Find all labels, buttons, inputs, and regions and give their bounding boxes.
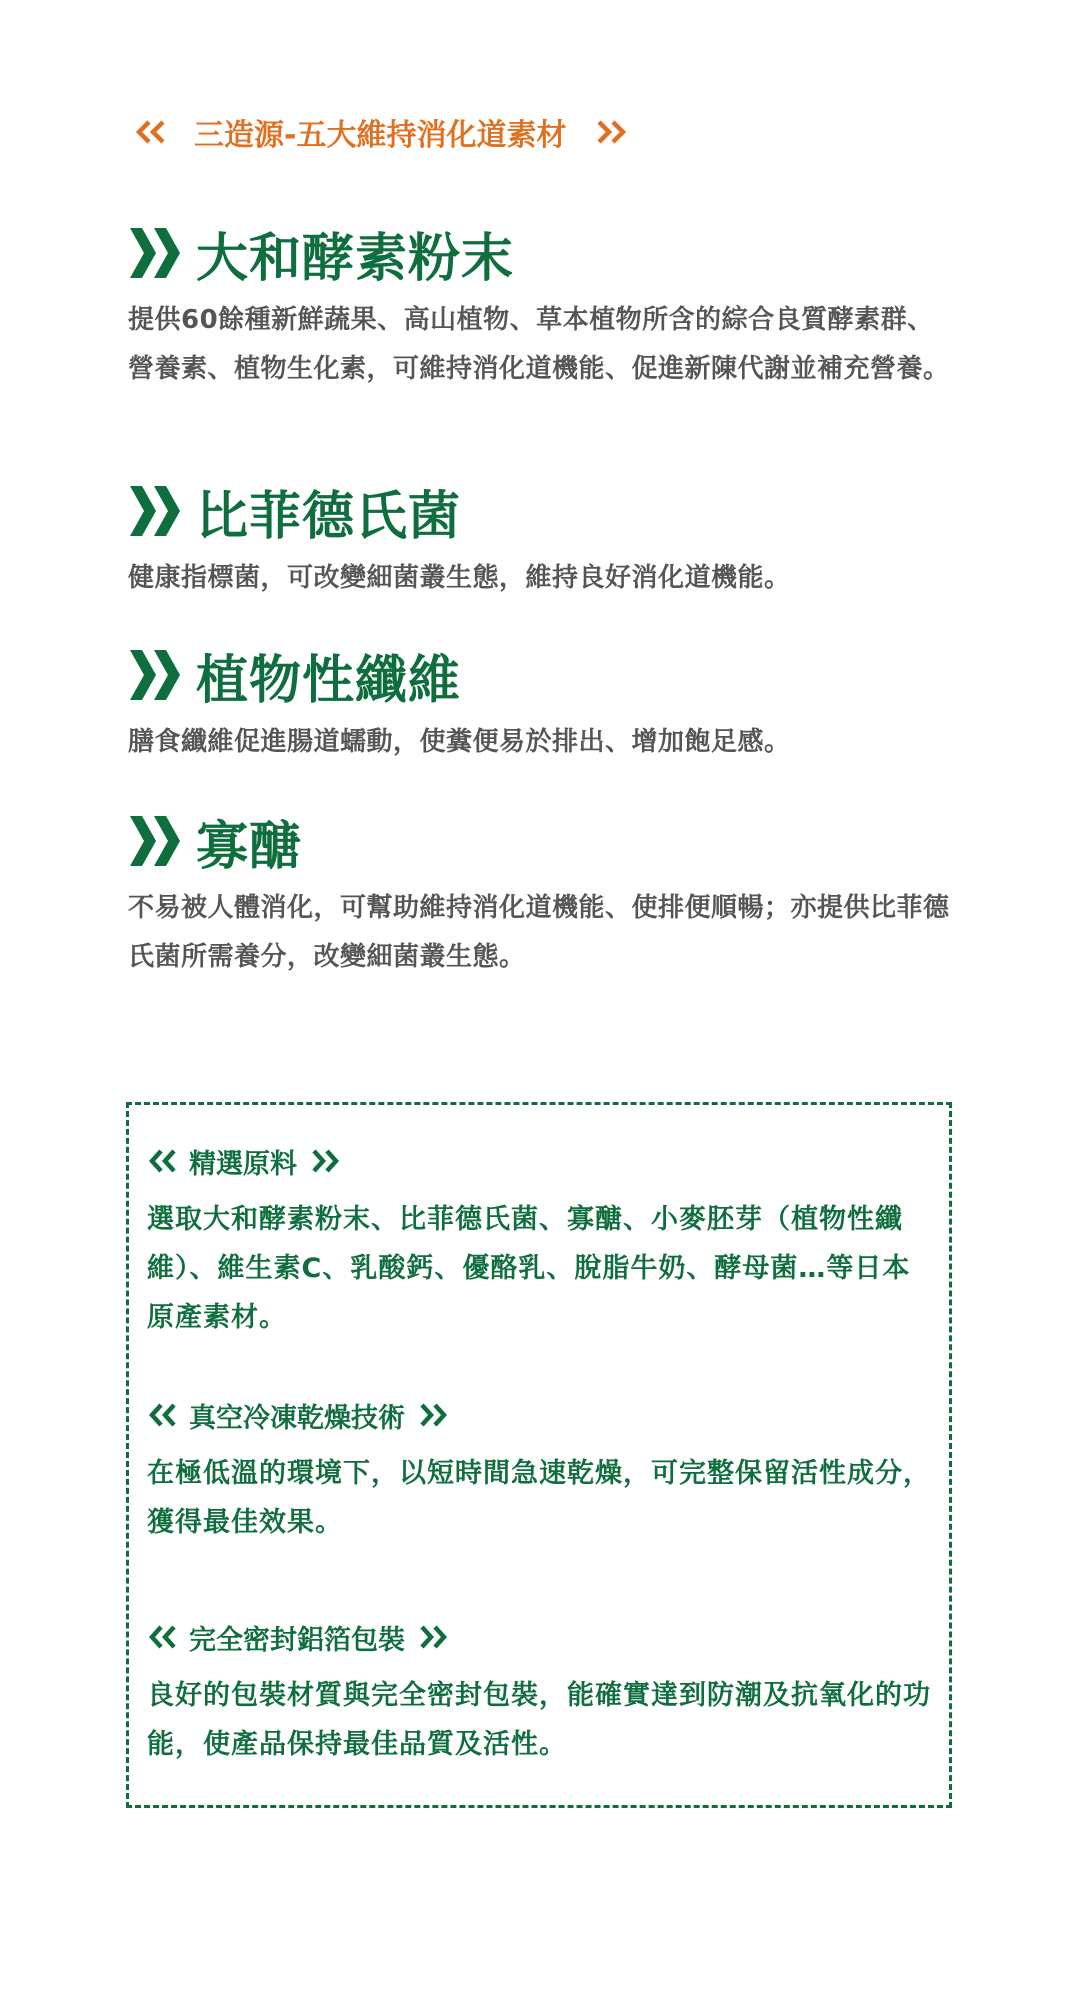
feature-heading (147, 1141, 937, 1181)
feature-description: 在極低溫的環境下，以短時間急速乾燥，可完整保留活性成分，獲得最佳效果。 (147, 1458, 931, 1538)
feature-heading (147, 1617, 937, 1657)
double-chevron-left-icon (147, 1624, 179, 1650)
top-heading-title: 三造源-五大維持消化道素材 (194, 118, 567, 153)
double-chevron-left-icon (147, 1148, 179, 1174)
double-chevron-right-icon (309, 1148, 341, 1174)
ingredient-section (128, 642, 958, 767)
section-description: 不易被人體消化，可幫助維持消化道機能、使排便順暢；亦提供比菲德氏菌所需養分，改變細菌叢生態。 (128, 893, 950, 972)
feature-title: 精選原料 (189, 1148, 297, 1180)
double-chevron-right-icon (128, 812, 186, 870)
feature-title: 真空冷凍乾燥技術 (189, 1402, 405, 1434)
section-title: 植物性纖維 (196, 650, 462, 711)
double-chevron-left-icon (134, 119, 168, 145)
double-chevron-right-icon (594, 119, 628, 145)
ingredient-section (128, 808, 958, 982)
section-heading (128, 478, 958, 547)
section-heading (128, 808, 958, 877)
feature-description: 良好的包裝材質與完全密封包裝，能確實達到防潮及抗氧化的功能，使產品保持最佳品質及活性。 (147, 1680, 931, 1760)
section-title: 比菲德氏菌 (196, 486, 462, 547)
feature-title: 完全密封鋁箔包裝 (189, 1624, 405, 1656)
feature-description: 選取大和酵素粉末、比菲德氏菌、寡醣、小麥胚芽（植物性纖維）、維生素C、乳酸鈣、優酪乳、脫脂牛奶、酵母菌…等日本原產素材。 (147, 1204, 911, 1333)
feature-heading (147, 1395, 937, 1435)
section-description: 膳食纖維促進腸道蠕動，使糞便易於排出、增加飽足感。 (128, 727, 791, 757)
ingredient-section (128, 220, 958, 394)
double-chevron-right-icon (128, 646, 186, 704)
double-chevron-right-icon (417, 1402, 449, 1428)
section-heading (128, 642, 958, 711)
double-chevron-left-icon (147, 1402, 179, 1428)
double-chevron-right-icon (417, 1624, 449, 1650)
features-box (126, 1102, 952, 1808)
feature-block (147, 1395, 937, 1547)
section-description: 提供60餘種新鮮蔬果、高山植物、草本植物所含的綜合良質酵素群、營養素、植物生化素，可維持消化道機能、促進新陳代謝並補充營養。 (128, 305, 950, 384)
section-title: 寡醣 (196, 816, 303, 877)
section-description: 健康指標菌，可改變細菌叢生態，維持良好消化道機能。 (128, 563, 791, 593)
section-heading (128, 220, 958, 289)
double-chevron-right-icon (128, 482, 186, 540)
double-chevron-right-icon (128, 224, 186, 282)
feature-block (147, 1141, 937, 1342)
ingredient-section (128, 478, 958, 603)
feature-block (147, 1617, 937, 1769)
top-heading (134, 110, 628, 154)
section-title: 大和酵素粉末 (196, 228, 515, 289)
